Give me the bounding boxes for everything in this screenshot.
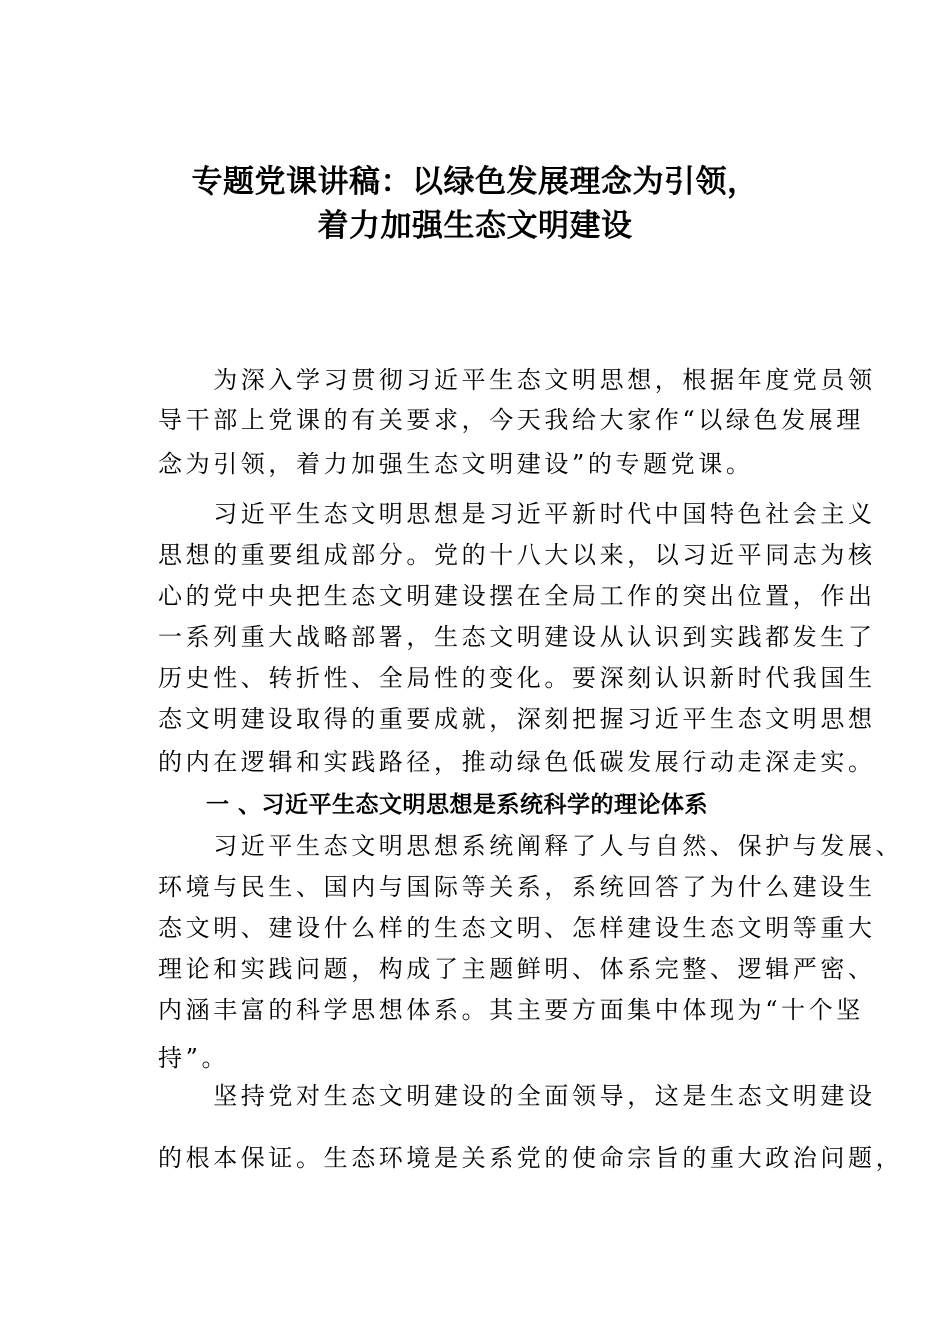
text-line: 为深入学习贯彻习近平生态文明思想，根据年度党员领 [158, 366, 876, 394]
text-line: 习近平生态文明思想系统阐释了人与自然、保护与发展、 [158, 832, 904, 860]
text-line: 理论和实践问题，构成了主题鲜明、体系完整、逻辑严密、 [158, 955, 876, 983]
title-line-2: 着力加强生态文明建设 [317, 208, 633, 244]
text-line: 持”。 [158, 1044, 230, 1072]
text-line: 历史性、转折性、全局性的变化。要深刻认识新时代我国生 [158, 664, 876, 692]
text-line: 的内在逻辑和实践路径，推动绿色低碳发展行动走深走实。 [158, 748, 876, 776]
document-title [0, 160, 950, 248]
text-line: 态文明建设取得的重要成就，深刻把握习近平生态文明思想 [158, 705, 876, 733]
text-line: 思想的重要组成部分。党的十八大以来，以习近平同志为核 [158, 541, 876, 569]
title-line-1: 专题党课讲稿：以绿色发展理念为引领， [191, 164, 759, 200]
text-line: 导干部上党课的有关要求，今天我给大家作“以绿色发展理 [158, 406, 864, 434]
text-line: 的根本保证。生态环境是关系党的使命宗旨的重大政治问题， [158, 1144, 904, 1172]
text-line: 内涵丰富的科学思想体系。其主要方面集中体现为“十个坚 [158, 996, 864, 1024]
text-line: 念为引领，着力加强生态文明建设”的专题党课。 [158, 450, 754, 478]
text-line: 环境与民生、国内与国际等关系，系统回答了为什么建设生 [158, 873, 876, 901]
text-line: 心的党中央把生态文明建设摆在全局工作的突出位置，作出 [158, 582, 876, 610]
text-line: 坚持党对生态文明建设的全面领导，这是生态文明建设 [158, 1082, 876, 1110]
text-line: 态文明、建设什么样的生态文明、怎样建设生态文明等重大 [158, 914, 876, 942]
text-line: 一系列重大战略部署，生态文明建设从认识到实践都发生了 [158, 623, 876, 651]
section-heading-1: 一 、习近平生态文明思想是系统科学的理论体系 [206, 792, 709, 818]
text-line: 习近平生态文明思想是习近平新时代中国特色社会主义 [158, 500, 876, 528]
